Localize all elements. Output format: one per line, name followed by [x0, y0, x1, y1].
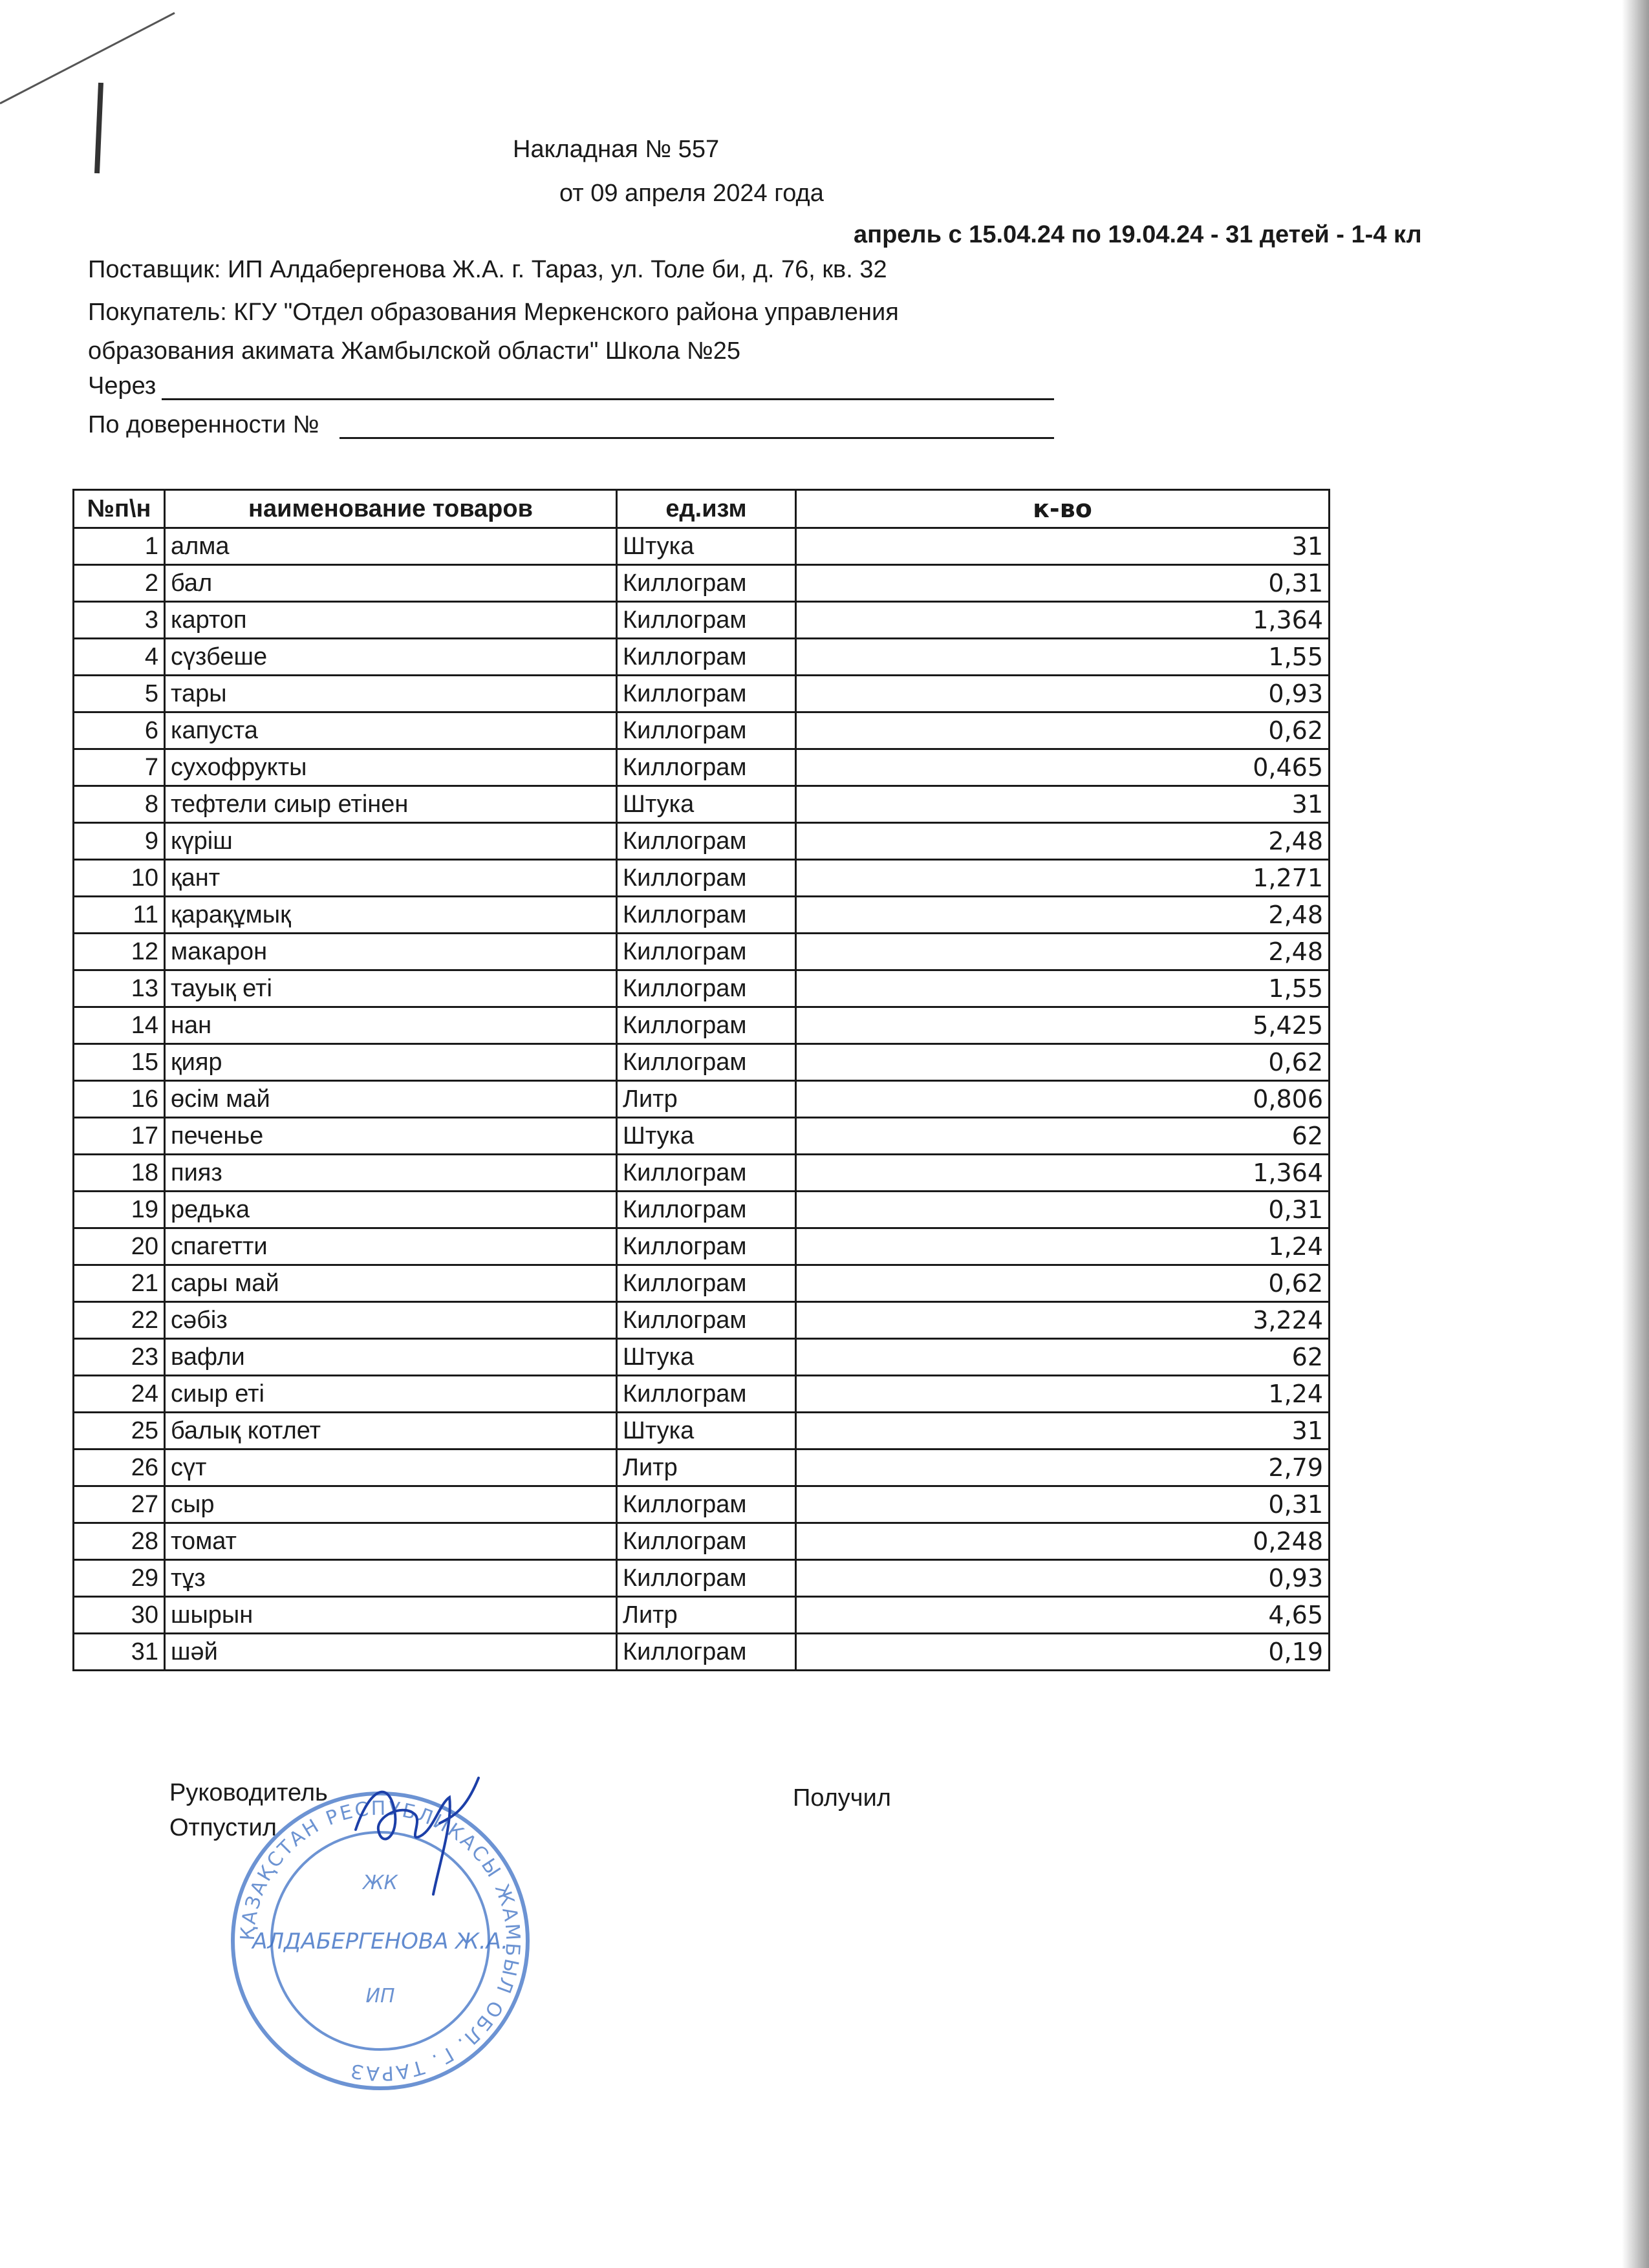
- row-num: 19: [74, 1192, 165, 1228]
- row-qty: 0,62: [796, 712, 1330, 749]
- row-unit: Киллограм: [617, 860, 796, 897]
- row-name: қарақұмық: [165, 897, 617, 934]
- row-qty: 0,62: [796, 1044, 1330, 1081]
- row-num: 25: [74, 1413, 165, 1450]
- row-name: балық котлет: [165, 1413, 617, 1450]
- row-unit: Киллограм: [617, 565, 796, 602]
- row-qty: 2,48: [796, 897, 1330, 934]
- row-unit: Штука: [617, 786, 796, 823]
- table-row: [74, 1081, 1330, 1118]
- row-name: пияз: [165, 1155, 617, 1192]
- row-qty: 31: [796, 786, 1330, 823]
- row-qty: 1,364: [796, 602, 1330, 639]
- table-row: [74, 1560, 1330, 1597]
- row-unit: Киллограм: [617, 823, 796, 860]
- table-row: [74, 639, 1330, 676]
- folded-corner-mark: [0, 0, 194, 194]
- row-name: сиыр еті: [165, 1376, 617, 1413]
- row-unit: Киллограм: [617, 749, 796, 786]
- table-row: [74, 1339, 1330, 1376]
- buyer-line-2: образования акимата Жамбылской области" Школа №25: [88, 337, 741, 365]
- table-row: [74, 1486, 1330, 1523]
- table-row: [74, 1376, 1330, 1413]
- row-unit: Литр: [617, 1597, 796, 1634]
- row-unit: Штука: [617, 1339, 796, 1376]
- row-qty: 62: [796, 1118, 1330, 1155]
- row-num: 30: [74, 1597, 165, 1634]
- table-row: [74, 1118, 1330, 1155]
- row-num: 22: [74, 1302, 165, 1339]
- header-name: наименование товаров: [165, 490, 617, 528]
- scan-edge-shadow: [1622, 0, 1649, 2268]
- row-num: 23: [74, 1339, 165, 1376]
- row-num: 11: [74, 897, 165, 934]
- invoice-title: Накладная № 557: [513, 136, 720, 163]
- row-name: макарон: [165, 934, 617, 970]
- row-num: 3: [74, 602, 165, 639]
- row-num: 18: [74, 1155, 165, 1192]
- row-num: 8: [74, 786, 165, 823]
- row-qty: 0,31: [796, 565, 1330, 602]
- table-row: [74, 1265, 1330, 1302]
- table-row: [74, 676, 1330, 712]
- row-unit: Киллограм: [617, 934, 796, 970]
- row-unit: Киллограм: [617, 1007, 796, 1044]
- table-row: [74, 1523, 1330, 1560]
- row-qty: 0,93: [796, 1560, 1330, 1597]
- row-unit: Киллограм: [617, 1192, 796, 1228]
- row-name: бал: [165, 565, 617, 602]
- table-row: [74, 1302, 1330, 1339]
- received-label: Получил: [793, 1784, 891, 1812]
- row-qty: 62: [796, 1339, 1330, 1376]
- row-num: 13: [74, 970, 165, 1007]
- row-name: печенье: [165, 1118, 617, 1155]
- supplier-line: Поставщик: ИП Алдабергенова Ж.А. г. Тараз, ул. Толе би, д. 76, кв. 32: [88, 256, 887, 283]
- row-unit: Киллограм: [617, 1155, 796, 1192]
- table-row: [74, 602, 1330, 639]
- row-num: 26: [74, 1450, 165, 1486]
- row-name: томат: [165, 1523, 617, 1560]
- row-name: қияр: [165, 1044, 617, 1081]
- via-label: Через: [88, 372, 156, 400]
- row-qty: 0,19: [796, 1634, 1330, 1671]
- handwritten-signature: [343, 1752, 498, 1907]
- row-num: 6: [74, 712, 165, 749]
- row-qty: 2,48: [796, 934, 1330, 970]
- row-qty: 3,224: [796, 1302, 1330, 1339]
- proxy-blank-line: [339, 437, 1054, 439]
- row-num: 28: [74, 1523, 165, 1560]
- row-name: вафли: [165, 1339, 617, 1376]
- row-name: редька: [165, 1192, 617, 1228]
- row-qty: 0,31: [796, 1192, 1330, 1228]
- table-row: [74, 528, 1330, 565]
- row-qty: 1,271: [796, 860, 1330, 897]
- row-unit: Штука: [617, 528, 796, 565]
- row-num: 20: [74, 1228, 165, 1265]
- table-row: [74, 1192, 1330, 1228]
- table-row: [74, 1450, 1330, 1486]
- table-row: [74, 786, 1330, 823]
- row-unit: Киллограм: [617, 1486, 796, 1523]
- row-qty: 1,24: [796, 1376, 1330, 1413]
- table-row: [74, 565, 1330, 602]
- via-blank-line: [162, 398, 1054, 400]
- row-unit: Киллограм: [617, 1044, 796, 1081]
- row-unit: Штука: [617, 1413, 796, 1450]
- row-name: тефтели сиыр етінен: [165, 786, 617, 823]
- row-qty: 1,55: [796, 639, 1330, 676]
- row-num: 17: [74, 1118, 165, 1155]
- row-unit: Киллограм: [617, 1523, 796, 1560]
- row-name: сары май: [165, 1265, 617, 1302]
- row-unit: Киллограм: [617, 970, 796, 1007]
- row-unit: Литр: [617, 1081, 796, 1118]
- row-name: қант: [165, 860, 617, 897]
- row-qty: 1,364: [796, 1155, 1330, 1192]
- table-row: [74, 1044, 1330, 1081]
- row-unit: Киллограм: [617, 1302, 796, 1339]
- stamp-center-top: ЖК: [363, 1872, 398, 1894]
- row-unit: Штука: [617, 1118, 796, 1155]
- header-num: №п\н: [74, 490, 165, 528]
- buyer-line-1: Покупатель: КГУ "Отдел образования Меркенского района управления: [88, 299, 899, 326]
- stamp-center-name: АЛДАБЕРГЕНОВА Ж.А.: [252, 1929, 508, 1954]
- row-name: сухофрукты: [165, 749, 617, 786]
- manager-label: Руководитель: [169, 1779, 328, 1806]
- table-row: [74, 970, 1330, 1007]
- header-unit: ед.изм: [617, 490, 796, 528]
- row-qty: 1,55: [796, 970, 1330, 1007]
- proxy-label: По доверенности №: [88, 411, 319, 438]
- row-num: 24: [74, 1376, 165, 1413]
- row-num: 21: [74, 1265, 165, 1302]
- row-name: тұз: [165, 1560, 617, 1597]
- row-qty: 0,806: [796, 1081, 1330, 1118]
- table-header-row: [74, 490, 1330, 528]
- invoice-date: от 09 апреля 2024 года: [559, 180, 824, 207]
- row-num: 16: [74, 1081, 165, 1118]
- row-num: 1: [74, 528, 165, 565]
- row-num: 2: [74, 565, 165, 602]
- table-row: [74, 1597, 1330, 1634]
- row-num: 31: [74, 1634, 165, 1671]
- row-qty: 0,465: [796, 749, 1330, 786]
- row-unit: Киллограм: [617, 1560, 796, 1597]
- invoice-period: апрель с 15.04.24 по 19.04.24 - 31 детей - 1-4 кл: [854, 221, 1422, 248]
- row-unit: Киллограм: [617, 1265, 796, 1302]
- row-num: 10: [74, 860, 165, 897]
- row-num: 29: [74, 1560, 165, 1597]
- row-unit: Киллограм: [617, 1634, 796, 1671]
- row-unit: Киллограм: [617, 1228, 796, 1265]
- table-row: [74, 897, 1330, 934]
- row-name: сүзбеше: [165, 639, 617, 676]
- row-name: сүт: [165, 1450, 617, 1486]
- table-row: [74, 712, 1330, 749]
- row-num: 12: [74, 934, 165, 970]
- header-qty: к-во: [796, 490, 1330, 528]
- row-name: тары: [165, 676, 617, 712]
- row-num: 14: [74, 1007, 165, 1044]
- stamp-center-bottom: ИП: [365, 1985, 395, 2007]
- row-qty: 4,65: [796, 1597, 1330, 1634]
- row-name: шәй: [165, 1634, 617, 1671]
- row-unit: Киллограм: [617, 639, 796, 676]
- row-qty: 1,24: [796, 1228, 1330, 1265]
- row-num: 4: [74, 639, 165, 676]
- stamp-outer-text: ҚАЗАҚСТАН РЕСПУБЛИКАСЫ ЖАМБЫЛ ОБЛ. Г. ТАРАЗ: [236, 1797, 524, 2085]
- row-qty: 0,31: [796, 1486, 1330, 1523]
- row-num: 27: [74, 1486, 165, 1523]
- row-num: 9: [74, 823, 165, 860]
- row-unit: Киллограм: [617, 712, 796, 749]
- row-name: нан: [165, 1007, 617, 1044]
- row-qty: 0,62: [796, 1265, 1330, 1302]
- row-name: картоп: [165, 602, 617, 639]
- row-unit: Киллограм: [617, 602, 796, 639]
- released-label: Отпустил: [169, 1814, 277, 1841]
- row-name: өсім май: [165, 1081, 617, 1118]
- table-row: [74, 1155, 1330, 1192]
- row-name: күріш: [165, 823, 617, 860]
- row-unit: Киллограм: [617, 897, 796, 934]
- table-row: [74, 860, 1330, 897]
- table-row: [74, 1007, 1330, 1044]
- table-row: [74, 1413, 1330, 1450]
- row-name: спагетти: [165, 1228, 617, 1265]
- row-unit: Киллограм: [617, 676, 796, 712]
- row-qty: 0,93: [796, 676, 1330, 712]
- row-qty: 5,425: [796, 1007, 1330, 1044]
- row-num: 5: [74, 676, 165, 712]
- row-qty: 31: [796, 528, 1330, 565]
- row-num: 15: [74, 1044, 165, 1081]
- row-name: алма: [165, 528, 617, 565]
- row-unit: Киллограм: [617, 1376, 796, 1413]
- row-name: шырын: [165, 1597, 617, 1634]
- table-row: [74, 749, 1330, 786]
- row-name: сәбіз: [165, 1302, 617, 1339]
- row-qty: 0,248: [796, 1523, 1330, 1560]
- row-name: тауық еті: [165, 970, 617, 1007]
- row-name: капуста: [165, 712, 617, 749]
- row-qty: 2,48: [796, 823, 1330, 860]
- table-row: [74, 1634, 1330, 1671]
- goods-table: [72, 489, 1330, 1671]
- row-qty: 2,79: [796, 1450, 1330, 1486]
- table-row: [74, 823, 1330, 860]
- row-qty: 31: [796, 1413, 1330, 1450]
- table-row: [74, 934, 1330, 970]
- row-unit: Литр: [617, 1450, 796, 1486]
- table-row: [74, 1228, 1330, 1265]
- row-name: сыр: [165, 1486, 617, 1523]
- row-num: 7: [74, 749, 165, 786]
- goods-table-body: [74, 528, 1330, 1671]
